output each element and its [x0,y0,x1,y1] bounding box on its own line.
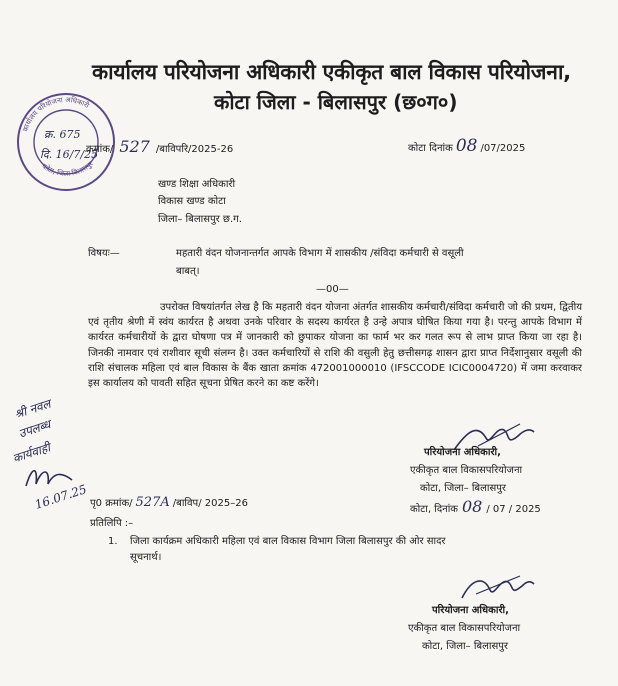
stamp-inward-date: दि. 16/7/25 [40,148,99,161]
svg-text:कोटा, जिला बिलासपुर [40,160,94,178]
separator: —00— [316,284,349,295]
sig1-date-rest: / 07 / 2025 [486,504,541,515]
reference-number-line [86,137,234,156]
stamp-inward-number: क्र. 675 [44,128,81,141]
ref-date-label: कोटा दिनांक [408,143,453,154]
stamp-bottom-text: कोटा, जिला बिलासपुर [40,159,95,178]
endorsement-ref-label: पृ0 क्रमांक/ [90,498,133,509]
signature-2-line2: कोटा, जिला– बिलासपुर [422,641,509,652]
copy-to-label: प्रतिलिपि :– [90,518,134,529]
margin-note-date: 16.07.25 [33,482,89,512]
subject-label: विषयः— [88,248,120,259]
body-text: उपरोक्त विषयांतर्गत लेख है कि महतारी वंदन योजना अंतर्गत शासकीय कर्मचारी/संविदा कर्मचारी जो की प्रथम, द्वितीय एवं तृतीय श्रेणी में स्वंय कार्यरत है अथवा उनके परिवार के सदस्य कार्यरत है उन्हे अपात्र घोषित किया गया है। परन्तु आपके विभाग में कार्यरत कर्मचारीयों के द्वारा घोषणा पत्र में जानकारी को छुपाकर योजना का फार्म भर कर गलत रूप से लाभ प्राप्त किया जा रहा है। जिनकी नामवार एवं राशीवार सूची संलग्न है। उक्त कर्मचारियों से राशि की वसुली हेतु छत्तीसगढ़ शासन द्वारा प्राप्त निर्देशानुसार वसूली की राशि संचालक महिला एवं बाल विकास के बैंक खाता क्रमांक 472001000010 (IFSCCODE ICIC0004720) में जमा करवाकर इस कार्यालय को पावती सहित सूचना प्रेषित करने का कष्ट करेंगे। [88,302,582,390]
endorsement-ref [90,496,248,510]
reference-date [408,136,526,156]
signature-1-line2: कोटा, जिला– बिलासपुर [420,483,507,494]
endorsement-ref-suffix: /बाविप/ 2025–26 [172,498,248,509]
ref-date-rest: /07/2025 [480,143,526,154]
ref-label: क्रमांक/ [86,144,114,155]
stamp-top-text: कार्यालय परियोजना अधिकारी [21,95,91,133]
sig1-date-day: 08 [461,497,483,516]
margin-note-line3: कार्यवाही [10,440,52,466]
addressee-line2: विकास खण्ड कोटा [158,196,226,207]
subject-line2: बाबत्। [176,266,200,277]
margin-note-line1: श्री नवल [12,396,53,422]
endorsement-ref-number: 527A [135,495,170,510]
office-title-line1: कार्यालय परियोजना अधिकारी एकीकृत बाल विकास परियोजना, [92,60,571,84]
copy-item-number: 1. [108,536,118,547]
copy-item-line2: सूचनार्थ। [130,552,162,563]
ref-number: 527 [119,137,150,156]
body-paragraph [88,300,582,391]
ref-date-day: 08 [455,136,478,156]
signature-2-mark [456,570,536,606]
addressee-line3: जिला– बिलासपुर छ.ग. [158,214,242,225]
ref-suffix: /बाविपरि/2025-26 [155,144,234,155]
office-title-line2: कोटा जिला - बिलासपुर (छ०ग०) [214,90,458,114]
signature-2-line1: एकीकृत बाल विकासपरियोजना [408,623,521,634]
addressee-line1: खण्ड शिक्षा अधिकारी [158,179,236,190]
subject-line1: महतारी वंदन योजनान्तर्गत आपके विभाग में शासकीय /संविदा कर्मचारी से वसूली [176,248,464,259]
signature-1-date [410,497,541,516]
signature-1-line1: एकीकृत बाल विकासपरियोजना [410,465,523,476]
copy-item-line1: जिला कार्यक्रम अधिकारी महिला एवं बाल विकास विभाग जिला बिलासपुर की ओर सादर [130,536,446,547]
sig1-date-label: कोटा, दिनांक [410,504,458,515]
signature-2-title: परियोजना अधिकारी, [432,605,509,616]
margin-note-line2: उपलब्ध [16,417,53,441]
signature-1-title: परियोजना अधिकारी, [424,447,501,458]
